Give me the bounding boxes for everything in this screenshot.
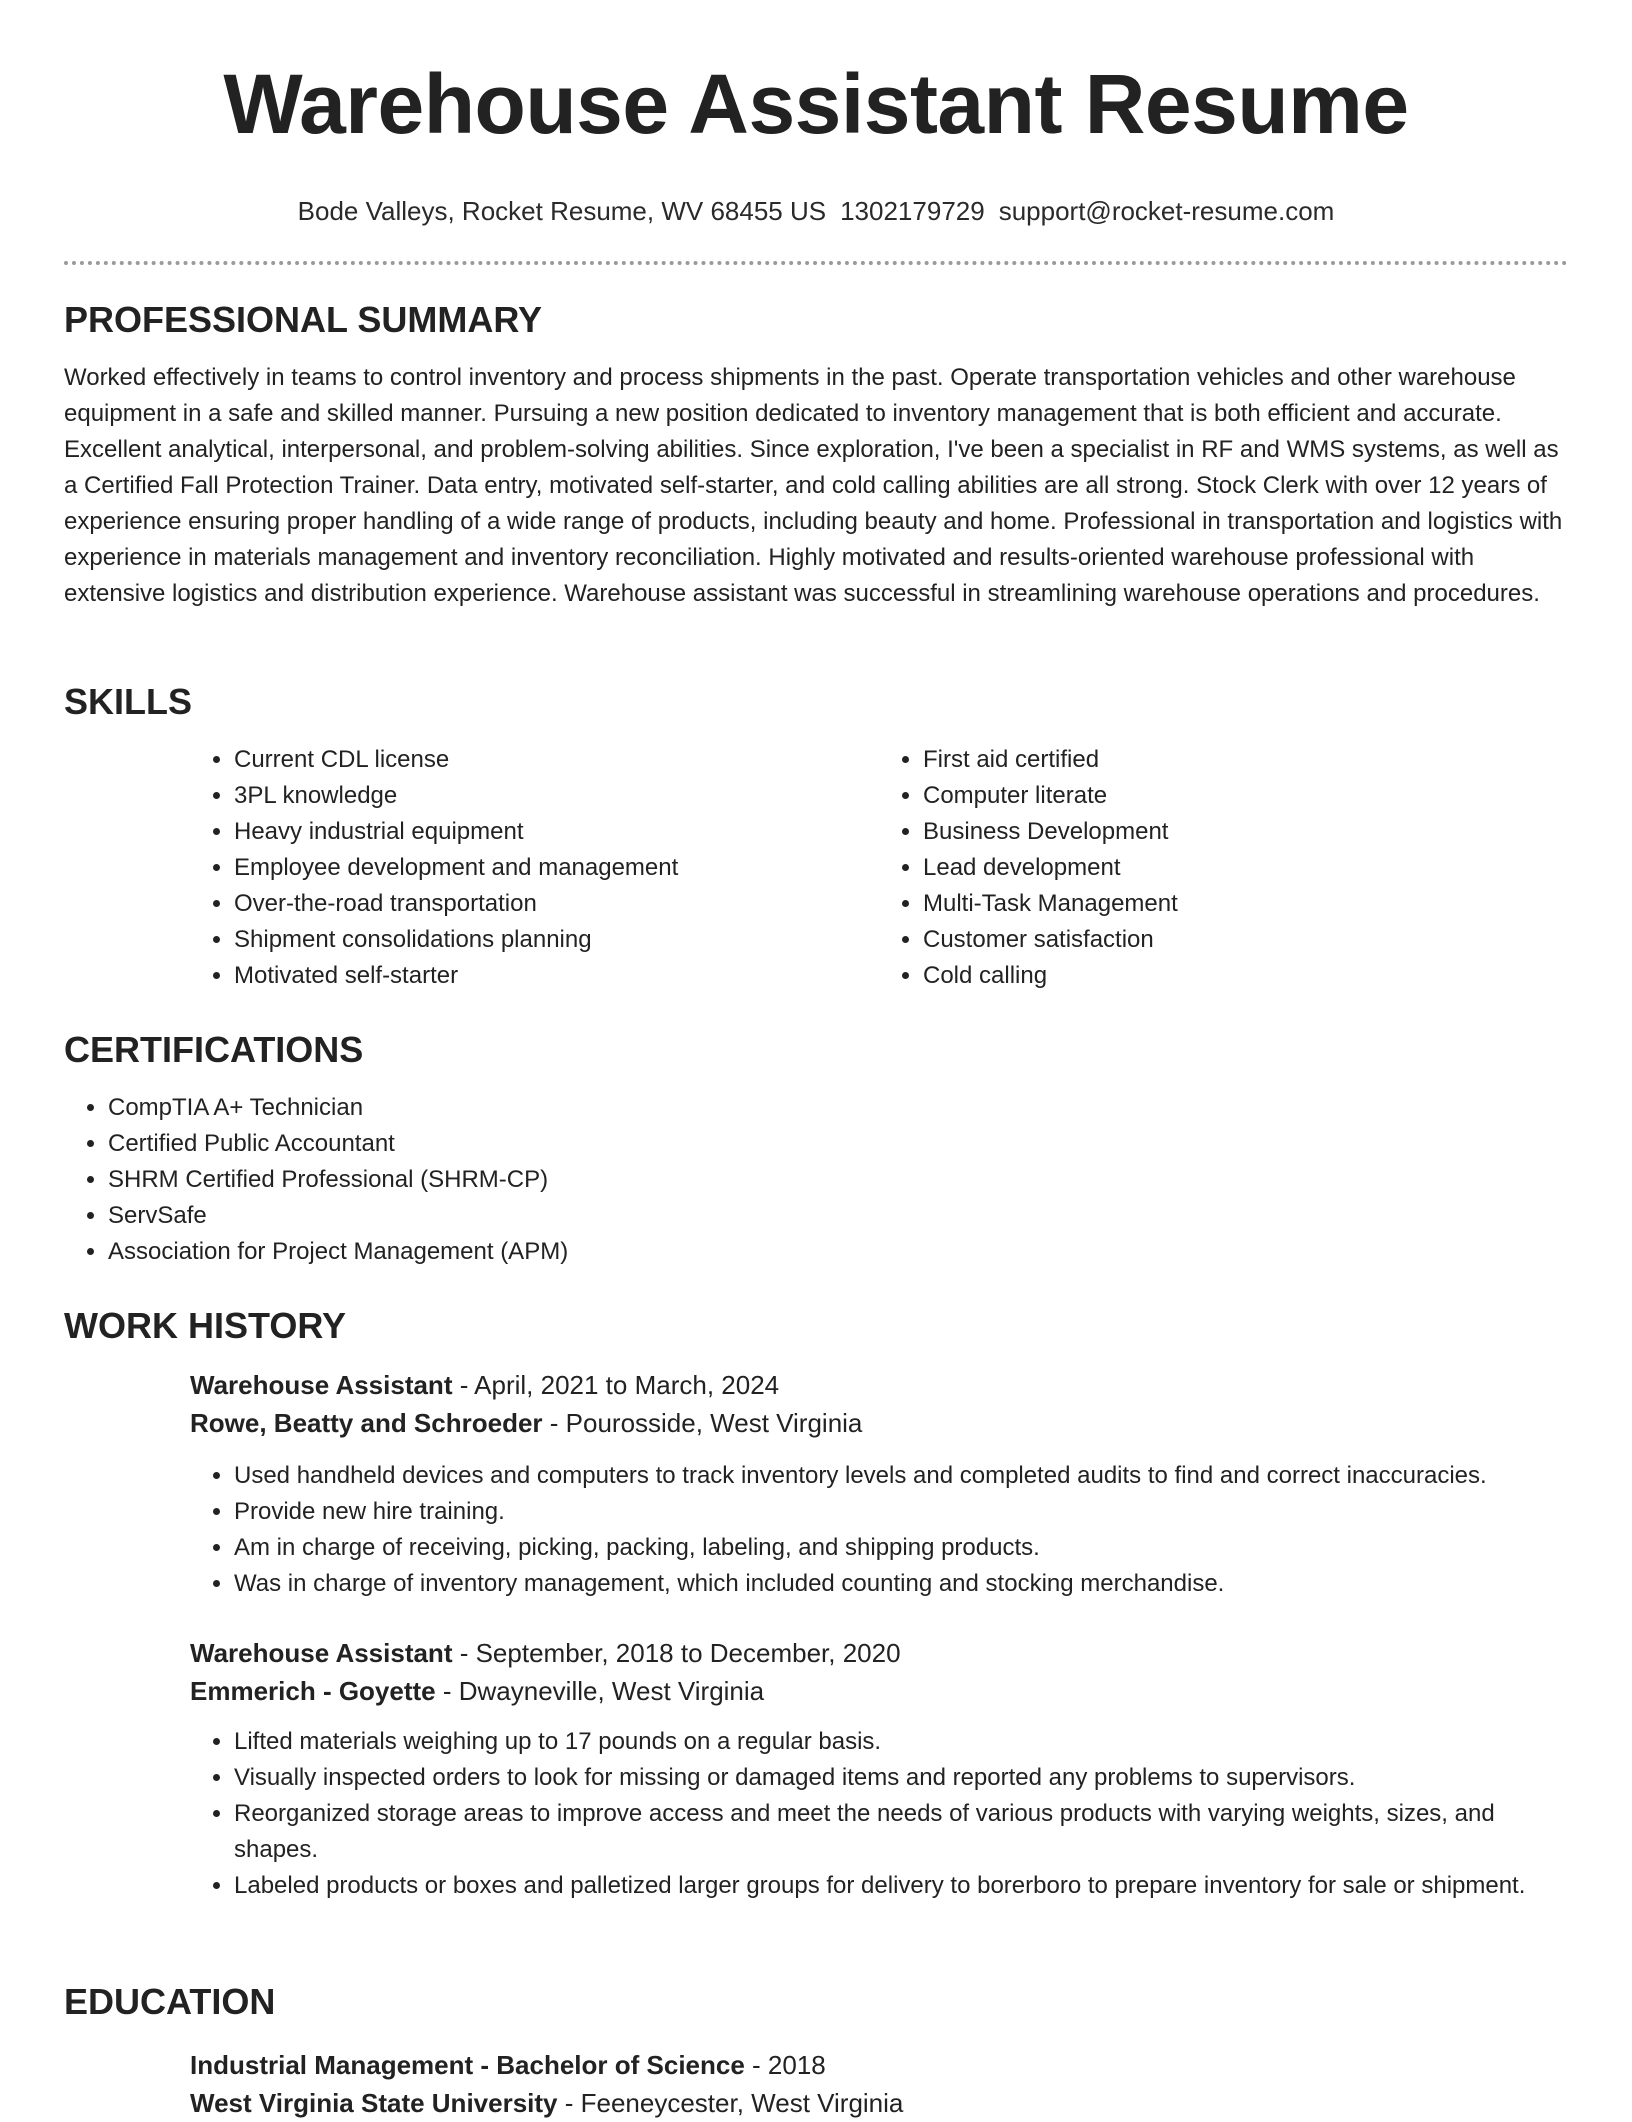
list-item: • First aid certified bbox=[923, 742, 1568, 778]
job-title: Warehouse Assistant bbox=[190, 1638, 453, 1668]
list-item: • Shipment consolidations planning bbox=[234, 922, 879, 958]
job-title: Warehouse Assistant bbox=[190, 1370, 453, 1400]
school-line bbox=[190, 2084, 1568, 2122]
skills-list-right bbox=[879, 742, 1568, 994]
list-item: • Labeled products or boxes and palletized larger groups for delivery to borerboro to prepare inventory for sale or shipment. bbox=[234, 1868, 1568, 1904]
list-item: • Computer literate bbox=[923, 778, 1568, 814]
job-location: - Pourosside, West Virginia bbox=[542, 1408, 863, 1438]
page-title: Warehouse Assistant Resume bbox=[223, 57, 1409, 151]
list-item: • Current CDL license bbox=[234, 742, 879, 778]
job-company: Emmerich - Goyette bbox=[190, 1676, 436, 1706]
skills-list-left bbox=[190, 742, 879, 994]
education-heading: EDUCATION bbox=[64, 1981, 276, 2022]
contact-phone: 1302179729 bbox=[840, 196, 985, 226]
summary-heading: PROFESSIONAL SUMMARY bbox=[64, 299, 543, 340]
list-item: • Lifted materials weighing up to 17 pounds on a regular basis. bbox=[234, 1724, 1568, 1760]
list-item: • Heavy industrial equipment bbox=[234, 814, 879, 850]
job-dates: - September, 2018 to December, 2020 bbox=[452, 1638, 901, 1668]
list-item: • Visually inspected orders to look for missing or damaged items and reported any problems to supervisors. bbox=[234, 1760, 1568, 1796]
degree-line bbox=[190, 2046, 1568, 2084]
job-entry bbox=[190, 1634, 1568, 1904]
list-item: • Association for Project Management (APM) bbox=[108, 1234, 1568, 1270]
list-item: • ServSafe bbox=[108, 1198, 1568, 1234]
list-item: • Provide new hire training. bbox=[234, 1494, 1568, 1530]
resume-page bbox=[64, 0, 1568, 2118]
list-item: • Lead development bbox=[923, 850, 1568, 886]
job-company: Rowe, Beatty and Schroeder bbox=[190, 1408, 543, 1438]
list-item: • Motivated self-starter bbox=[234, 958, 879, 994]
work-history-section bbox=[64, 1304, 1568, 1904]
job-title-line bbox=[190, 1366, 1568, 1404]
job-location: - Dwayneville, West Virginia bbox=[435, 1676, 765, 1706]
summary-text: Worked effectively in teams to control inventory and process shipments in the past. Operate transportation vehicles and other warehouse equipment in a safe and skilled manner. Pursuing a new position dedicated to inventory management that is both efficient and accurate. Excellent analytical, interpersonal, and problem-solving abilities. Since exploration, I've been a specialist in RF and WMS systems, as well as a Certified Fall Protection Trainer. Data entry, motivated self-starter, and cold calling abilities are all strong. Stock Clerk with over 12 years of experience ensuring proper handling of a wide range of products, including beauty and home. Professional in transportation and logistics with experience in materials management and inventory reconciliation. Highly motivated and results-oriented warehouse professional with extensive logistics and distribution experience. Warehouse assistant was successful in streamlining warehouse operations and procedures. bbox=[64, 364, 1563, 607]
list-item: • Customer satisfaction bbox=[923, 922, 1568, 958]
education-section bbox=[64, 1980, 1568, 2122]
list-item: • Used handheld devices and computers to track inventory levels and completed audits to find and correct inaccuracies. bbox=[234, 1458, 1568, 1494]
certifications-section bbox=[64, 1028, 1568, 1270]
job-company-line bbox=[190, 1672, 1568, 1710]
skills-heading: SKILLS bbox=[64, 681, 193, 722]
list-item: • 3PL knowledge bbox=[234, 778, 879, 814]
contact-address: Bode Valleys, Rocket Resume, WV 68455 US bbox=[297, 196, 827, 226]
contact-line bbox=[64, 194, 1568, 228]
skills-columns bbox=[190, 742, 1568, 994]
list-item: • Certified Public Accountant bbox=[108, 1126, 1568, 1162]
header-divider bbox=[64, 261, 1568, 265]
list-item: • SHRM Certified Professional (SHRM-CP) bbox=[108, 1162, 1568, 1198]
job-bullets bbox=[190, 1458, 1568, 1602]
summary-section bbox=[64, 298, 1568, 612]
job-company-line bbox=[190, 1404, 1568, 1442]
list-item: • Was in charge of inventory management, which included counting and stocking merchandise. bbox=[234, 1566, 1568, 1602]
job-dates: - April, 2021 to March, 2024 bbox=[452, 1370, 780, 1400]
skills-section bbox=[64, 680, 1568, 994]
list-item: • Reorganized storage areas to improve access and meet the needs of various products with varying weights, sizes, and shapes. bbox=[234, 1796, 1568, 1868]
list-item: • Business Development bbox=[923, 814, 1568, 850]
list-item: • Employee development and management bbox=[234, 850, 879, 886]
list-item: • Multi-Task Management bbox=[923, 886, 1568, 922]
degree: Industrial Management - Bachelor of Science bbox=[190, 2050, 745, 2080]
contact-email: support@rocket-resume.com bbox=[998, 196, 1335, 226]
job-title-line bbox=[190, 1634, 1568, 1672]
education-entry bbox=[190, 2046, 1568, 2122]
school-location: - Feeneycester, West Virginia bbox=[557, 2088, 904, 2118]
job-entry bbox=[190, 1366, 1568, 1602]
job-bullets bbox=[190, 1724, 1568, 1904]
list-item: • Cold calling bbox=[923, 958, 1568, 994]
list-item: • Am in charge of receiving, picking, packing, labeling, and shipping products. bbox=[234, 1530, 1568, 1566]
degree-year: - 2018 bbox=[744, 2050, 826, 2080]
work-history-heading: WORK HISTORY bbox=[64, 1305, 347, 1346]
list-item: • Over-the-road transportation bbox=[234, 886, 879, 922]
school: West Virginia State University bbox=[190, 2088, 558, 2118]
list-item: • CompTIA A+ Technician bbox=[108, 1090, 1568, 1126]
certifications-list bbox=[64, 1090, 1568, 1270]
certifications-heading: CERTIFICATIONS bbox=[64, 1029, 364, 1070]
